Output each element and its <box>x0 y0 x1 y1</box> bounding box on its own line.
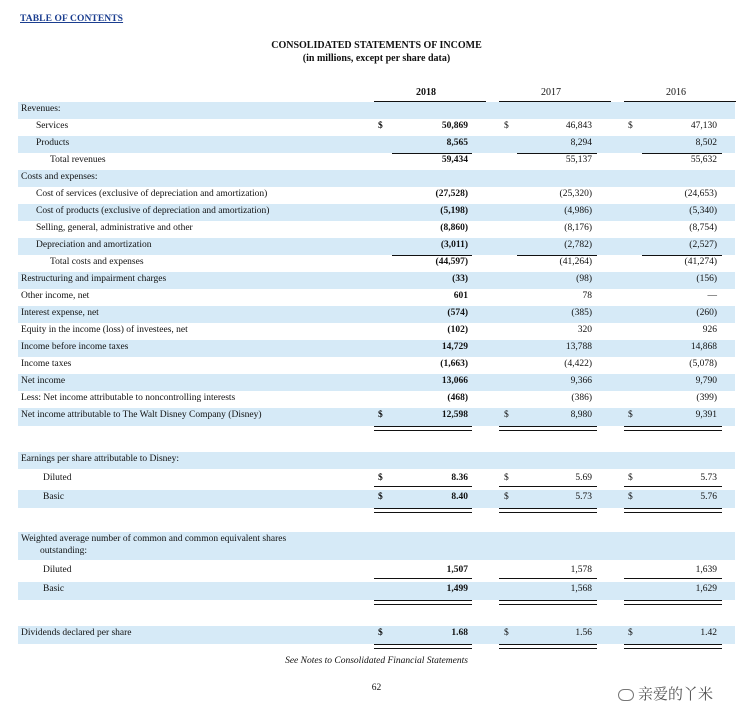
value-2016: 8,502 <box>695 138 717 148</box>
row-label: Cost of products (exclusive of depreciation and amortization) <box>36 206 270 216</box>
year-header-2017: 2017 <box>541 87 561 98</box>
value-2017: (385) <box>571 308 592 318</box>
currency-symbol: $ <box>378 473 383 483</box>
table-row <box>18 187 735 204</box>
table-row <box>18 289 735 306</box>
value-2018: 59,434 <box>441 155 468 165</box>
row-label: Services <box>36 121 69 131</box>
row-label: Income taxes <box>21 359 72 369</box>
table-row <box>18 340 735 357</box>
table-row <box>18 582 735 600</box>
total-double-rule <box>499 426 597 431</box>
eps-header-row <box>18 452 735 469</box>
value-2017: (25,320) <box>559 189 592 199</box>
value-2018: (8,860) <box>440 223 468 233</box>
value-2018: (44,597) <box>435 257 468 267</box>
total-double-rule <box>624 644 722 649</box>
value-2018: (102) <box>447 325 468 335</box>
row-label: Net income attributable to The Walt Disney Company (Disney) <box>21 410 262 420</box>
value-2016: 55,632 <box>690 155 717 165</box>
value-2017: 55,137 <box>565 155 592 165</box>
value-2018: 14,729 <box>441 342 468 352</box>
table-row <box>18 374 735 391</box>
row-label: Interest expense, net <box>21 308 99 318</box>
year-header-2018: 2018 <box>416 87 436 98</box>
value-2016: 9,391 <box>695 410 717 420</box>
row-label: Total revenues <box>50 155 106 165</box>
value-2017: 5.69 <box>575 473 592 483</box>
row-label: Income before income taxes <box>21 342 129 352</box>
statement-subtitle: (in millions, except per share data) <box>302 53 451 64</box>
table-row <box>18 221 735 238</box>
page-number: 62 <box>371 683 382 693</box>
value-2017: 78 <box>582 291 592 301</box>
value-2017: 8,980 <box>570 410 592 420</box>
value-2016: (260) <box>696 308 717 318</box>
value-2018: 8,565 <box>446 138 468 148</box>
value-2018: 1,499 <box>446 584 468 594</box>
currency-symbol: $ <box>378 410 383 420</box>
total-double-rule <box>499 600 597 605</box>
watermark <box>618 683 713 704</box>
currency-symbol: $ <box>378 121 383 131</box>
row-label: Cost of services (exclusive of depreciation and amortization) <box>36 189 268 199</box>
currency-symbol: $ <box>504 628 509 638</box>
value-2016: 47,130 <box>690 121 717 131</box>
row-label: Dividends declared per share <box>21 628 132 638</box>
value-2016: (41,274) <box>684 257 717 267</box>
row-label: Other income, net <box>21 291 90 301</box>
total-double-rule <box>374 508 472 513</box>
row-label: Basic <box>43 584 65 594</box>
value-2016: (8,754) <box>689 223 717 233</box>
statement-title: CONSOLIDATED STATEMENTS OF INCOME <box>271 40 482 51</box>
value-2018: (33) <box>452 274 468 284</box>
value-2018: 12,598 <box>441 410 468 420</box>
value-2016: — <box>707 291 717 301</box>
year-header-2016: 2016 <box>666 87 686 98</box>
currency-symbol: $ <box>504 410 509 420</box>
total-double-rule <box>374 600 472 605</box>
total-double-rule <box>624 508 722 513</box>
value-2018: (574) <box>447 308 468 318</box>
table-row <box>18 204 735 221</box>
value-2016: 14,868 <box>690 342 717 352</box>
value-2017: 46,843 <box>565 121 592 131</box>
value-2017: 8,294 <box>570 138 592 148</box>
currency-symbol: $ <box>628 492 633 502</box>
row-label: Depreciation and amortization <box>36 240 152 250</box>
table-row <box>18 408 735 426</box>
row-label: Basic <box>43 492 65 502</box>
value-2017: (98) <box>576 274 592 284</box>
shares-header-row <box>18 532 735 560</box>
value-2016: 1.42 <box>700 628 717 638</box>
footnote: See Notes to Consolidated Financial Statements <box>285 656 468 666</box>
row-label: Products <box>36 138 70 148</box>
value-2018: 1,507 <box>446 565 468 575</box>
table-row <box>18 102 735 119</box>
table-row <box>18 626 735 644</box>
total-double-rule <box>624 426 722 431</box>
value-2017: 13,788 <box>565 342 592 352</box>
value-2016: 5.73 <box>700 473 717 483</box>
table-row <box>18 323 735 340</box>
value-2017: 1,578 <box>570 565 592 575</box>
table-row <box>18 170 735 187</box>
value-2018: (27,528) <box>435 189 468 199</box>
value-2017: (8,176) <box>564 223 592 233</box>
total-double-rule <box>624 600 722 605</box>
row-label: Equity in the income (loss) of investees, net <box>21 325 188 335</box>
table-row <box>18 119 735 136</box>
table-row <box>18 272 735 289</box>
row-label: Selling, general, administrative and other <box>36 223 193 233</box>
value-2017: (4,986) <box>564 206 592 216</box>
value-2018: (3,011) <box>440 240 468 250</box>
value-2017: 5.73 <box>575 492 592 502</box>
value-2016: 1,629 <box>695 584 717 594</box>
value-2016: (399) <box>696 393 717 403</box>
value-2016: 5.76 <box>700 492 717 502</box>
row-label: Revenues: <box>21 104 61 114</box>
table-row <box>18 255 735 272</box>
row-label: Less: Net income attributable to noncontrolling interests <box>21 393 236 403</box>
table-of-contents-link[interactable]: TABLE OF CONTENTS <box>20 14 124 24</box>
currency-symbol: $ <box>628 121 633 131</box>
currency-symbol: $ <box>504 473 509 483</box>
value-2016: 9,790 <box>695 376 717 386</box>
row-label: Net income <box>21 376 66 386</box>
value-2017: (2,782) <box>564 240 592 250</box>
total-double-rule <box>499 508 597 513</box>
table-row <box>18 153 735 170</box>
shares-header-line2: outstanding: <box>40 546 87 556</box>
value-2018: 8.40 <box>451 492 468 502</box>
row-label: Restructuring and impairment charges <box>21 274 167 284</box>
value-2016: (156) <box>696 274 717 284</box>
value-2018: 50,869 <box>441 121 468 131</box>
value-2018: (468) <box>447 393 468 403</box>
value-2018: 13,066 <box>441 376 468 386</box>
table-row <box>18 238 735 255</box>
value-2018: 1.68 <box>451 628 468 638</box>
value-2017: (4,422) <box>564 359 592 369</box>
value-2018: 601 <box>453 291 468 301</box>
value-2016: 1,639 <box>695 565 717 575</box>
chat-bubble-icon <box>618 689 634 701</box>
value-2016: (5,078) <box>689 359 717 369</box>
value-2016: (5,340) <box>689 206 717 216</box>
value-2017: (386) <box>571 393 592 403</box>
row-label: Diluted <box>43 473 72 483</box>
value-2017: 320 <box>577 325 592 335</box>
currency-symbol: $ <box>628 473 633 483</box>
value-2018: (5,198) <box>440 206 468 216</box>
total-double-rule <box>374 644 472 649</box>
currency-symbol: $ <box>628 410 633 420</box>
value-2017: 9,366 <box>570 376 592 386</box>
currency-symbol: $ <box>504 492 509 502</box>
row-label: Total costs and expenses <box>50 257 144 267</box>
table-row <box>18 306 735 323</box>
total-double-rule <box>374 426 472 431</box>
table-row <box>18 490 735 508</box>
row-label: Costs and expenses: <box>21 172 98 182</box>
eps-header: Earnings per share attributable to Disney: <box>21 454 180 464</box>
table-row <box>18 391 735 408</box>
value-2017: 1,568 <box>570 584 592 594</box>
table-row <box>18 357 735 374</box>
currency-symbol: $ <box>628 628 633 638</box>
row-label: Diluted <box>43 565 72 575</box>
value-2017: 1.56 <box>575 628 592 638</box>
watermark-text: 亲爱的丫米 <box>638 685 714 703</box>
table-row <box>18 136 735 153</box>
total-double-rule <box>499 644 597 649</box>
currency-symbol: $ <box>504 121 509 131</box>
value-2016: (24,653) <box>684 189 717 199</box>
currency-symbol: $ <box>378 628 383 638</box>
value-2016: 926 <box>702 325 717 335</box>
value-2018: (1,663) <box>440 359 468 369</box>
value-2016: (2,527) <box>689 240 717 250</box>
shares-header-line1: Weighted average number of common and common equivalent shares <box>21 534 287 544</box>
value-2018: 8.36 <box>451 473 468 483</box>
currency-symbol: $ <box>378 492 383 502</box>
value-2017: (41,264) <box>559 257 592 267</box>
